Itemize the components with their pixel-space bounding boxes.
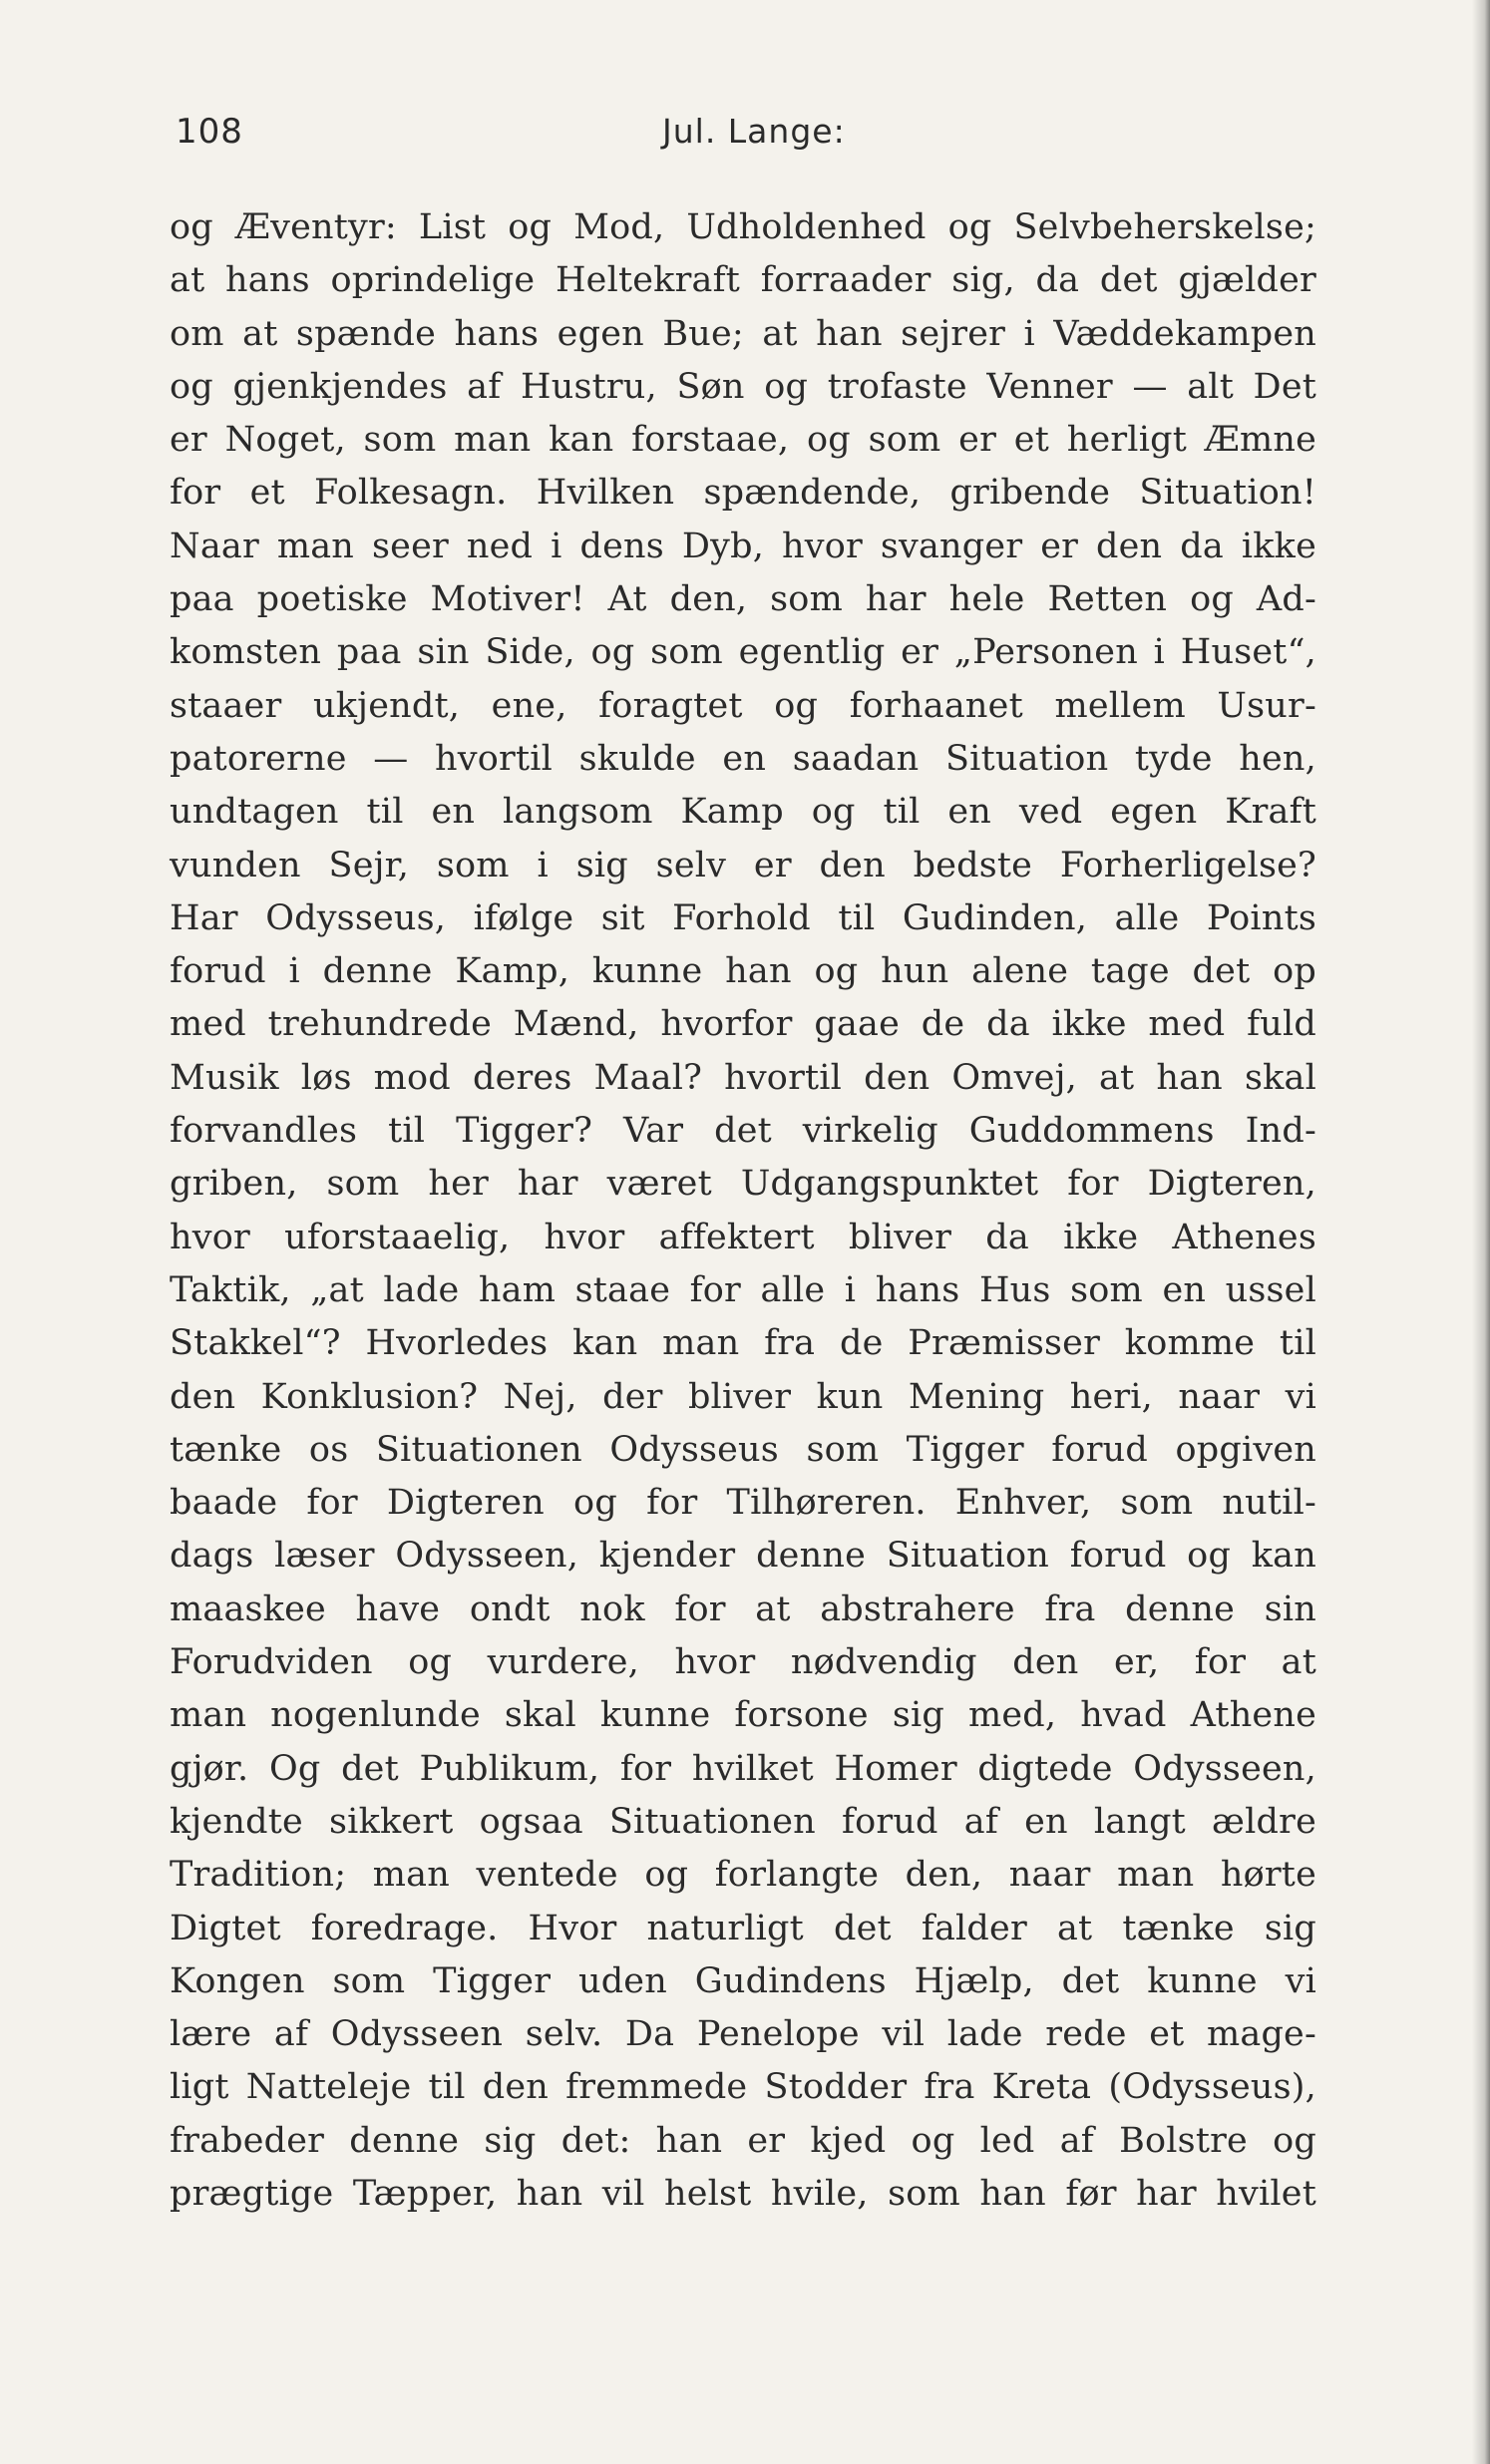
text-line: dags læser Odysseen, kjender denne Situation forud og kan bbox=[170, 1536, 1316, 1577]
text-line: Naar man seer ned i dens Dyb, hvor svanger er den da ikke bbox=[170, 526, 1316, 566]
text-line: Taktik, „at lade ham staae for alle i hans Hus som en ussel bbox=[170, 1269, 1316, 1310]
text-line: forvandles til Tigger? Var det virkelig Guddommens Ind- bbox=[170, 1111, 1316, 1152]
text-line: om at spænde hans egen Bue; at han sejrer i Væddekampen bbox=[170, 313, 1316, 354]
text-line: at hans oprindelige Heltekraft forraader sig, da det gjælder bbox=[170, 260, 1316, 301]
text-line: og Æventyr: List og Mod, Udholdenhed og Selvbeherskelse; bbox=[170, 207, 1316, 247]
text-line: ligt Natteleje til den fremmede Stodder fra Kreta (Odysseus), bbox=[170, 2067, 1316, 2108]
text-line: Stakkel“? Hvorledes kan man fra de Præmisser komme til bbox=[170, 1323, 1316, 1364]
text-line: tænke os Situationen Odysseus som Tigger forud opgiven bbox=[170, 1429, 1316, 1470]
text-line: baade for Digteren og for Tilhøreren. Enhver, som nutil- bbox=[170, 1483, 1316, 1524]
body-text bbox=[170, 201, 1316, 2221]
text-line: Forudviden og vurdere, hvor nødvendig den er, for at bbox=[170, 1642, 1316, 1683]
text-line: maaskee have ondt nok for at abstrahere fra denne sin bbox=[170, 1588, 1316, 1629]
page-number: 108 bbox=[176, 112, 243, 152]
text-line: griben, som her har været Udgangspunktet for Digteren, bbox=[170, 1164, 1316, 1205]
text-line: lære af Odysseen selv. Da Penelope vil lade rede et mage- bbox=[170, 2014, 1316, 2055]
text-line: Musik løs mod deres Maal? hvortil den Omvej, at han skal bbox=[170, 1057, 1316, 1098]
text-line: Digtet foredrage. Hvor naturligt det falder at tænke sig bbox=[170, 1908, 1316, 1948]
text-line: prægtige Tæpper, han vil helst hvile, som han før har hvilet bbox=[170, 2173, 1316, 2214]
text-line: Kongen som Tigger uden Gudindens Hjælp, det kunne vi bbox=[170, 1960, 1316, 2001]
text-line: man nogenlunde skal kunne forsone sig med, hvad Athene bbox=[170, 1695, 1316, 1736]
text-line: patorerne — hvortil skulde en saadan Situation tyde hen, bbox=[170, 738, 1316, 779]
text-line: paa poetiske Motiver! At den, som har hele Retten og Ad- bbox=[170, 579, 1316, 620]
text-line: for et Folkesagn. Hvilken spændende, gribende Situation! bbox=[170, 473, 1316, 514]
text-line: undtagen til en langsom Kamp og til en ved egen Kraft bbox=[170, 792, 1316, 833]
text-line: frabeder denne sig det: han er kjed og led af Bolstre og bbox=[170, 2120, 1316, 2161]
text-line: gjør. Og det Publikum, for hvilket Homer digtede Odysseen, bbox=[170, 1748, 1316, 1789]
page-edge-shadow bbox=[1472, 0, 1490, 2464]
text-line: med trehundrede Mænd, hvorfor gaae de da ikke med fuld bbox=[170, 1004, 1316, 1045]
text-line: Har Odysseus, ifølge sit Forhold til Gudinden, alle Points bbox=[170, 897, 1316, 938]
running-head: Jul. Lange: bbox=[662, 112, 846, 151]
text-line: Tradition; man ventede og forlangte den, naar man hørte bbox=[170, 1855, 1316, 1896]
text-line: komsten paa sin Side, og som egentlig er „Personen i Huset“, bbox=[170, 632, 1316, 673]
text-line: hvor uforstaaelig, hvor affektert bliver da ikke Athenes bbox=[170, 1217, 1316, 1257]
text-line: staaer ukjendt, ene, foragtet og forhaanet mellem Usur- bbox=[170, 685, 1316, 726]
text-line: og gjenkjendes af Hustru, Søn og trofaste Venner — alt Det bbox=[170, 366, 1316, 407]
text-line: er Noget, som man kan forstaae, og som er et herligt Æmne bbox=[170, 420, 1316, 461]
text-line: kjendte sikkert ogsaa Situationen forud af en langt ældre bbox=[170, 1801, 1316, 1842]
page-header bbox=[176, 112, 1312, 162]
text-line: vunden Sejr, som i sig selv er den bedste Forherligelse? bbox=[170, 845, 1316, 885]
text-line: den Konklusion? Nej, der bliver kun Mening heri, naar vi bbox=[170, 1376, 1316, 1417]
text-line: forud i denne Kamp, kunne han og hun alene tage det op bbox=[170, 951, 1316, 992]
